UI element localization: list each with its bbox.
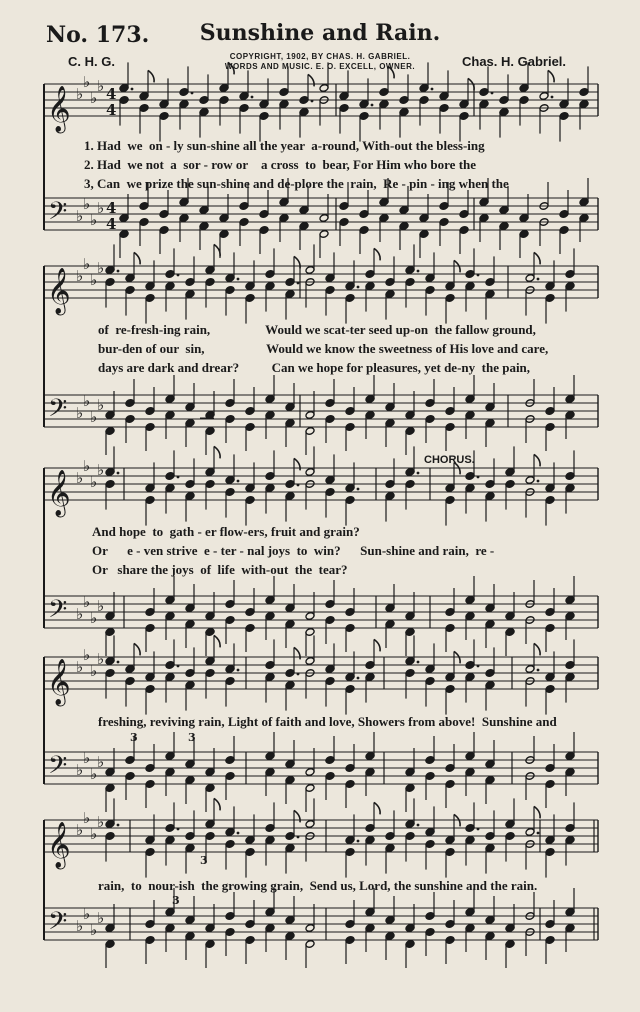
system2-bass-clef-icon: 𝄢 bbox=[48, 394, 68, 429]
system4-treble-flat-icon: ♭ bbox=[83, 646, 91, 664]
system3-bass-flat-icon: ♭ bbox=[83, 593, 91, 611]
system4-eighth-flag bbox=[374, 639, 380, 651]
system5-bass-clef-icon: 𝄢 bbox=[48, 907, 68, 942]
system3-verse1: And hope to gath - er flow-ers, fruit and grain? bbox=[92, 524, 360, 539]
composer-credit: Chas. H. Gabriel. bbox=[462, 54, 567, 69]
system2-eighth-flag bbox=[534, 252, 540, 264]
system4-treble-clef-icon: 𝄞 bbox=[47, 659, 71, 705]
system4-dot bbox=[177, 665, 180, 668]
hymn-title: Sunshine and Rain. bbox=[199, 20, 441, 46]
system4-treble-flat-icon: ♭ bbox=[90, 662, 98, 680]
system5-treble-flat-icon: ♭ bbox=[90, 825, 98, 843]
time-signature-treble-bottom: 4 bbox=[106, 101, 117, 119]
system4-dot bbox=[117, 661, 120, 664]
system2-dot bbox=[477, 274, 480, 277]
system1-treble-flat-icon: ♭ bbox=[83, 73, 91, 91]
system5-bass-flat-icon: ♭ bbox=[76, 917, 84, 935]
system2-eighth-flag bbox=[374, 248, 380, 260]
system2-bass-flat-icon: ♭ bbox=[97, 396, 105, 414]
system3-bass-flat-icon: ♭ bbox=[90, 609, 98, 627]
system3-treble-flat-icon: ♭ bbox=[97, 461, 105, 479]
system3-eighth-flag bbox=[294, 458, 300, 470]
system1-verse1: 1. Had we on - ly sun-shine all the year a-round, With-out the bless-ing bbox=[84, 138, 485, 153]
system1-eighth-flag bbox=[148, 70, 154, 82]
system3-bass-flat-icon: ♭ bbox=[97, 597, 105, 615]
system2-treble-clef-icon: 𝄞 bbox=[47, 268, 71, 314]
system5-eighth-flag bbox=[214, 798, 220, 810]
ownership-line: WORDS AND MUSIC. E. O. EXCELL, OWNER. bbox=[224, 62, 416, 71]
system2-eighth-flag bbox=[134, 252, 140, 264]
time-signature-treble-top: 4 bbox=[106, 85, 117, 103]
system4-dot bbox=[297, 673, 300, 676]
system1-dot bbox=[311, 100, 314, 103]
system2-treble-flat-icon: ♭ bbox=[83, 255, 91, 273]
system2-dot bbox=[537, 278, 540, 281]
system2-treble-flat-icon: ♭ bbox=[97, 259, 105, 277]
system2-verse3: days are dark and drear? Can we hope for pleasures, yet de-ny the pain, bbox=[98, 360, 531, 375]
system3-treble-flat-icon: ♭ bbox=[83, 457, 91, 475]
system4-eighth-flag bbox=[134, 643, 140, 655]
system3-dot bbox=[177, 476, 180, 479]
system1-eighth-flag bbox=[228, 62, 234, 74]
system4-bass-flat-icon: ♭ bbox=[90, 765, 98, 783]
system4-eighth-flag bbox=[214, 635, 220, 647]
system3-bass-flat-icon: ♭ bbox=[76, 605, 84, 623]
lyricist-credit: C. H. G. bbox=[68, 54, 115, 69]
system2-treble-flat-icon: ♭ bbox=[90, 271, 98, 289]
system1-treble-flat-icon: ♭ bbox=[97, 77, 105, 95]
system1-dot bbox=[491, 92, 494, 95]
system5-bass-flat-icon: ♭ bbox=[90, 921, 98, 939]
system2-bass-flat-icon: ♭ bbox=[90, 408, 98, 426]
system1-eighth-flag bbox=[388, 66, 394, 78]
system3-eighth-flag bbox=[534, 454, 540, 466]
system1-eighth-flag bbox=[308, 74, 314, 86]
system4-dot bbox=[237, 669, 240, 672]
triplet-mark: 3 bbox=[172, 894, 180, 907]
system2-eighth-flag bbox=[214, 244, 220, 256]
time-signature-bass-top: 4 bbox=[106, 199, 117, 217]
system3-treble-clef-icon: 𝄞 bbox=[47, 470, 71, 516]
triplet-mark: 3 bbox=[200, 854, 208, 867]
system2-bass-flat-icon: ♭ bbox=[76, 404, 84, 422]
system4-bass-flat-icon: ♭ bbox=[83, 749, 91, 767]
system1-verse2: 2. Had we not a sor - row or a cross to bear, For Him who bore the bbox=[84, 157, 477, 172]
system3-dot bbox=[417, 472, 420, 475]
system5-treble-clef-icon: 𝄞 bbox=[47, 822, 71, 868]
system5-dot bbox=[117, 824, 120, 827]
system1-bass-flat-icon: ♭ bbox=[97, 199, 105, 217]
system2-bass-flat-icon: ♭ bbox=[83, 392, 91, 410]
system1-bass-clef-icon: 𝄢 bbox=[48, 197, 68, 232]
system4-dot bbox=[417, 661, 420, 664]
system5-dot bbox=[177, 828, 180, 831]
system2-dot bbox=[297, 282, 300, 285]
chorus-label: CHORUS. bbox=[424, 454, 475, 466]
system2-eighth-flag bbox=[294, 256, 300, 268]
system1-dot bbox=[191, 92, 194, 95]
system4-bass-flat-icon: ♭ bbox=[97, 753, 105, 771]
system2-dot bbox=[177, 274, 180, 277]
system5-bass-flat-icon: ♭ bbox=[83, 905, 91, 923]
system1-bass-flat-icon: ♭ bbox=[76, 207, 84, 225]
system5-treble-flat-icon: ♭ bbox=[97, 813, 105, 831]
system1-dot bbox=[251, 96, 254, 99]
system5-dot bbox=[477, 828, 480, 831]
system3-dot bbox=[357, 488, 360, 491]
system5-dot bbox=[237, 832, 240, 835]
system5-dot bbox=[417, 824, 420, 827]
system2-verse2: bur-den of our sin, Would we know the sweetness of His love and care, bbox=[98, 341, 549, 356]
system2-verse1: of re-fresh-ing rain, Would we scat-ter seed up-on the fallow ground, bbox=[98, 322, 536, 337]
system5-dot bbox=[537, 832, 540, 835]
system3-eighth-flag bbox=[214, 446, 220, 458]
system4-dot bbox=[477, 665, 480, 668]
system2-dot bbox=[357, 286, 360, 289]
system3-treble-flat-icon: ♭ bbox=[90, 473, 98, 491]
system1-eighth-flag bbox=[548, 70, 554, 82]
system4-eighth-flag bbox=[534, 643, 540, 655]
system4-eighth-flag bbox=[294, 647, 300, 659]
system1-dot bbox=[551, 96, 554, 99]
system3-dot bbox=[297, 484, 300, 487]
system5-treble-flat-icon: ♭ bbox=[83, 809, 91, 827]
system3-dot bbox=[237, 480, 240, 483]
system4-bass-flat-icon: ♭ bbox=[76, 761, 84, 779]
system5-eighth-flag bbox=[534, 806, 540, 818]
system3-dot bbox=[477, 476, 480, 479]
copyright-line: COPYRIGHT, 1902, BY CHAS. H. GABRIEL. bbox=[229, 52, 411, 61]
triplet-mark: 3 bbox=[188, 731, 196, 744]
system5-treble-flat-icon: ♭ bbox=[76, 821, 84, 839]
system1-treble-flat-icon: ♭ bbox=[76, 85, 84, 103]
system1-dot bbox=[131, 88, 134, 91]
system1-verse3: 3, Can we prize the sun-shine and de-plore the rain, Re - pin - ing when the bbox=[84, 176, 509, 191]
system4-dot bbox=[357, 677, 360, 680]
system5-dot bbox=[357, 840, 360, 843]
system3-verse3: Or share the joys of life with-out the tear? bbox=[92, 562, 348, 577]
system5-dot bbox=[297, 836, 300, 839]
system3-bass-clef-icon: 𝄢 bbox=[48, 595, 68, 630]
system1-treble-clef-icon: 𝄞 bbox=[47, 86, 71, 132]
triplet-mark: 3 bbox=[130, 731, 138, 744]
system4-dot bbox=[537, 669, 540, 672]
system4-bass-clef-icon: 𝄢 bbox=[48, 751, 68, 786]
system2-dot bbox=[117, 270, 120, 273]
time-signature-bass-bottom: 4 bbox=[106, 215, 117, 233]
system1-bass-flat-icon: ♭ bbox=[90, 211, 98, 229]
system2-treble-flat-icon: ♭ bbox=[76, 267, 84, 285]
system5-eighth-flag bbox=[294, 810, 300, 822]
system1-dot bbox=[371, 104, 374, 107]
system1-bass-flat-icon: ♭ bbox=[83, 195, 91, 213]
system5-bass-flat-icon: ♭ bbox=[97, 909, 105, 927]
system3-verse2: Or e - ven strive e - ter - nal joys to win? Sun-shine and rain, re - bbox=[92, 543, 495, 558]
system3-dot bbox=[117, 472, 120, 475]
system2-dot bbox=[417, 270, 420, 273]
system2-dot bbox=[237, 278, 240, 281]
system5-eighth-flag bbox=[374, 802, 380, 814]
system4-treble-flat-icon: ♭ bbox=[76, 658, 84, 676]
system3-treble-flat-icon: ♭ bbox=[76, 469, 84, 487]
system5-lyric: rain, to nour-ish the growing grain, Send us, Lord, the sunshine and the rain. bbox=[98, 878, 538, 893]
hymn-number: No. 173. bbox=[46, 22, 150, 48]
system3-dot bbox=[537, 480, 540, 483]
system1-dot bbox=[431, 88, 434, 91]
system1-treble-flat-icon: ♭ bbox=[90, 89, 98, 107]
system4-treble-flat-icon: ♭ bbox=[97, 650, 105, 668]
system4-lyric: freshing, reviving rain, Light of faith and love, Showers from above! Sunshine and bbox=[98, 714, 557, 729]
